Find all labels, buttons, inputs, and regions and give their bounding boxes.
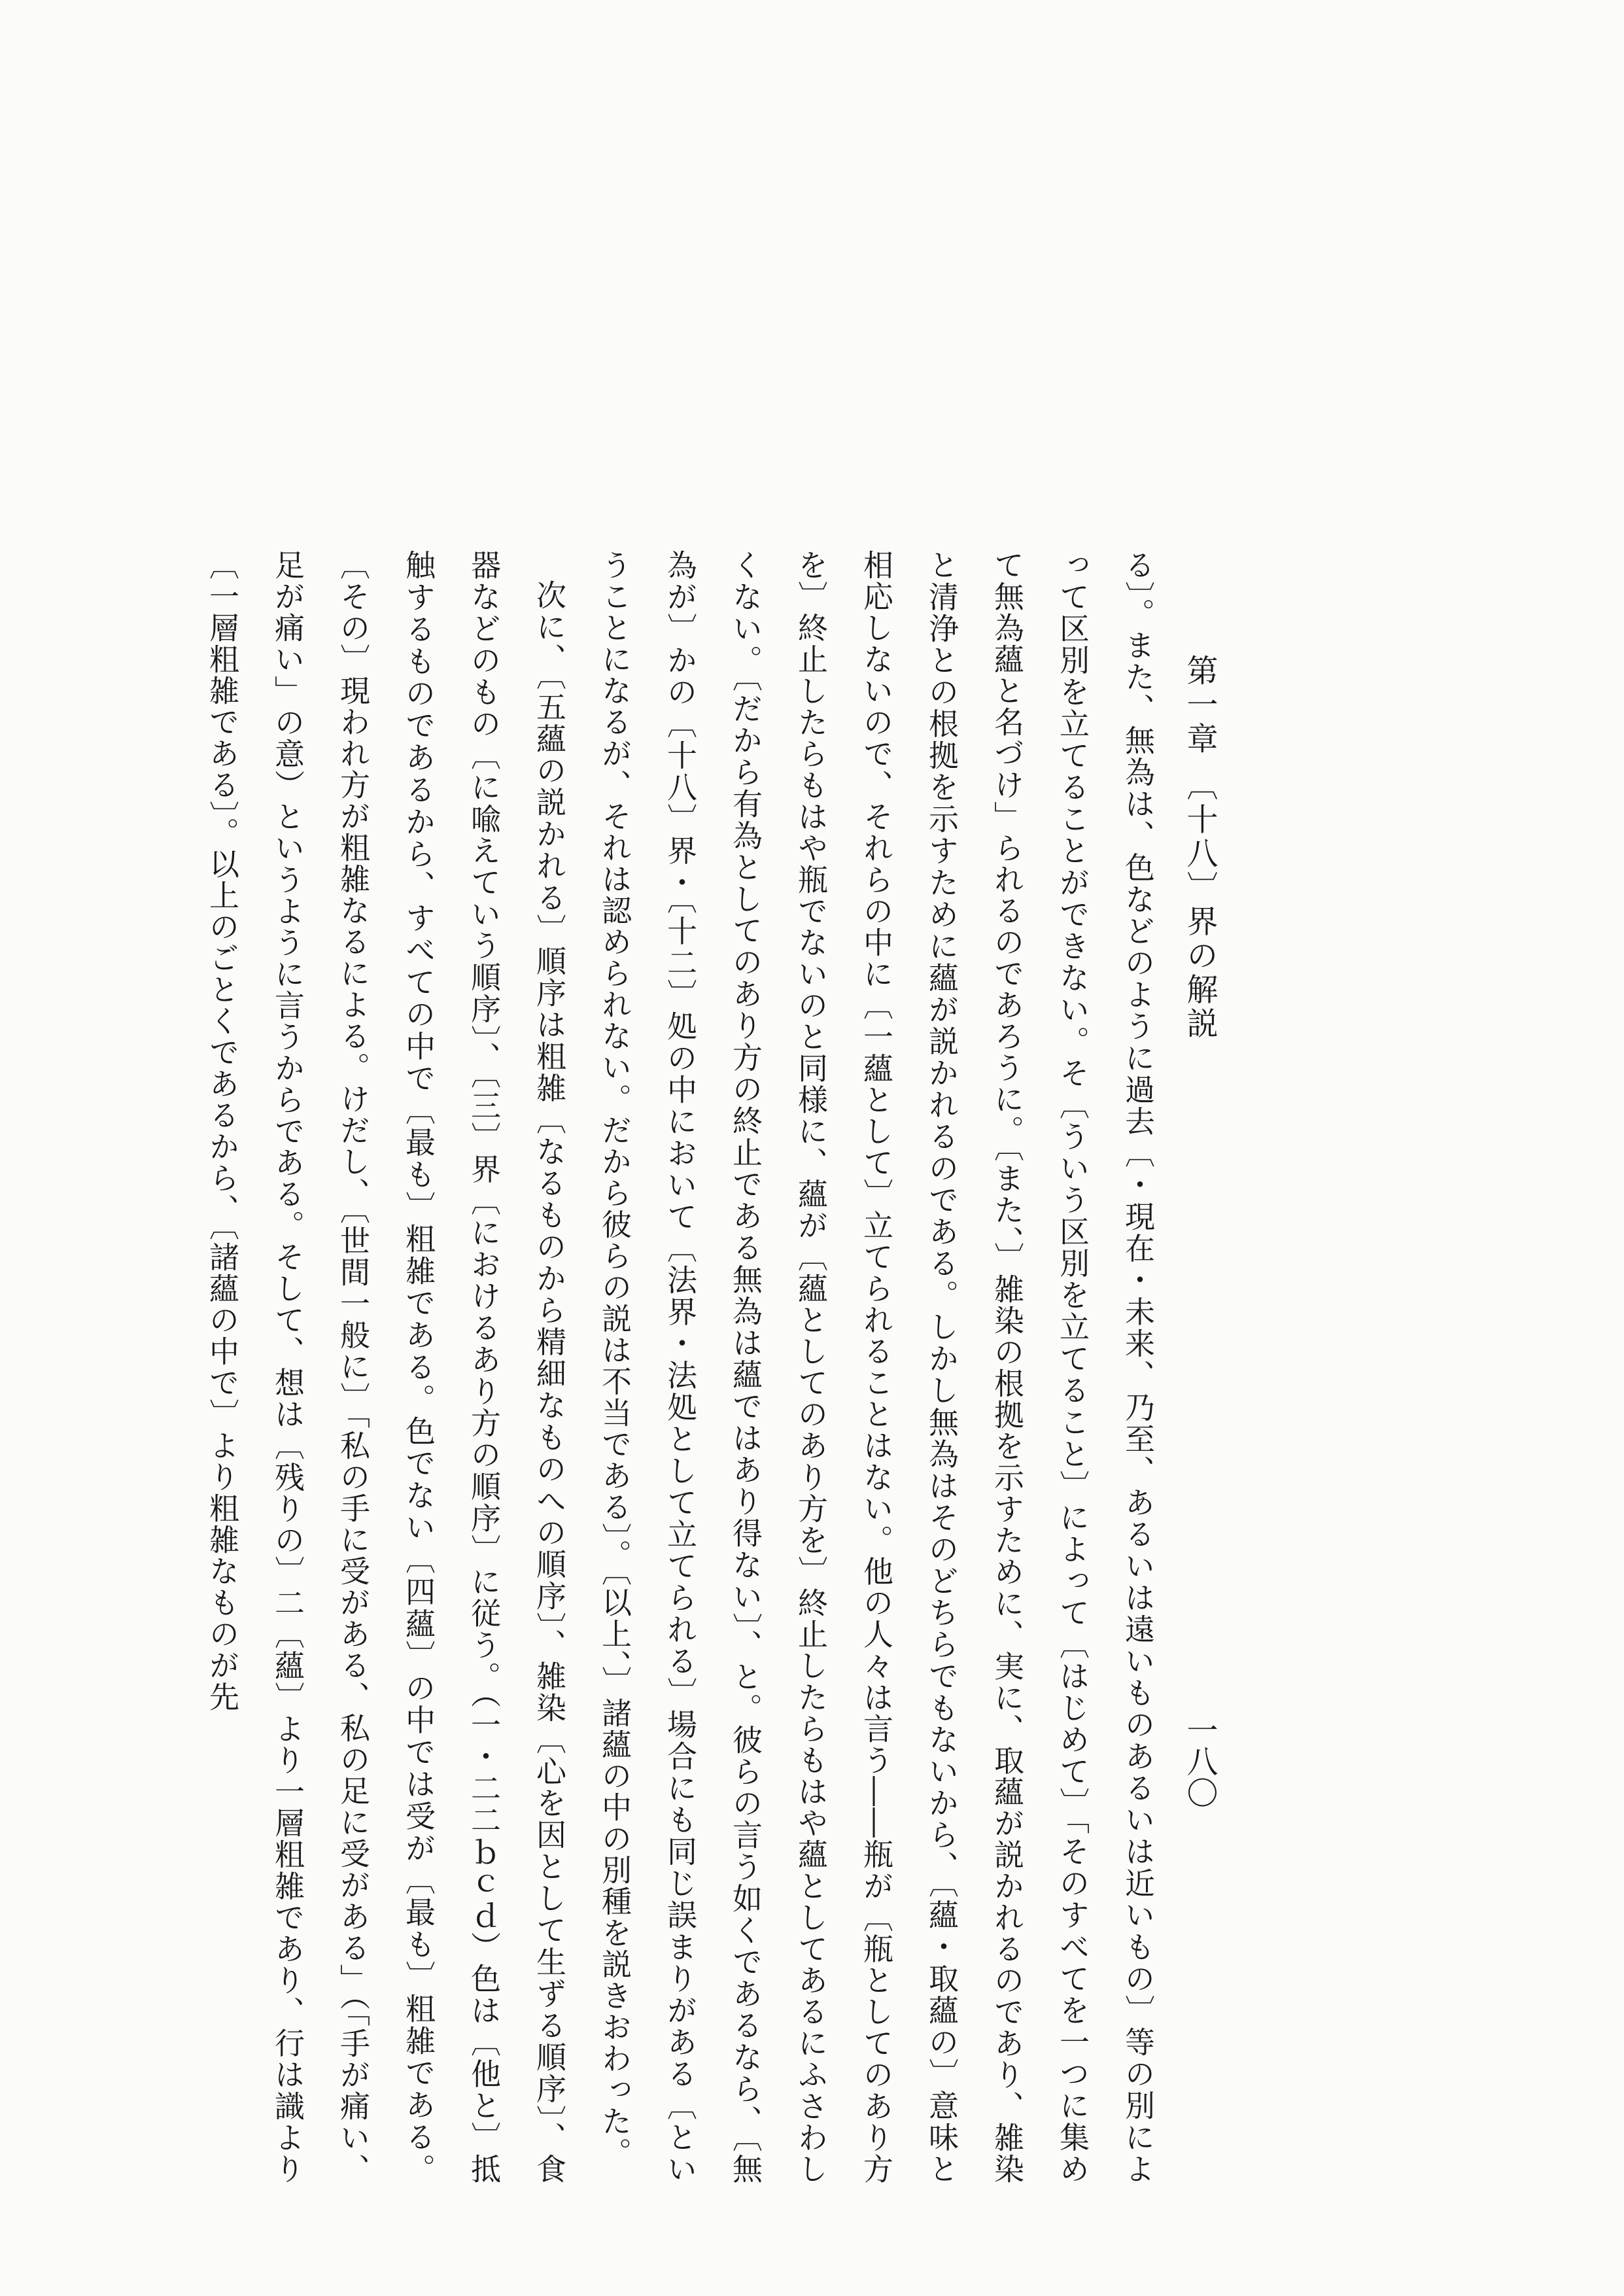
paragraph: 次に、〔五蘊の説かれる〕順序は粗雑〔なるものから精細なものへの順序〕、雑染〔心を因として生ずる順序〕、食器などのもの〔に喩えていう順序〕、〔三〕界〔におけるあり方の順序〕に従う。（一・二二ｂｃｄ）色は〔他と〕抵触するものであるから、すべての中で〔最も〕粗雑である。色でない〔四蘊〕の中では受が〔最も〕粗雑である。〔その〕現われ方が粗雑なるによる。けだし、〔世間一般に〕「私の手に受がある、私の足に受がある」（「手が痛い、足が痛い」の意）というように言うからである。そして、想は〔残りの〕二〔蘊〕より一層粗雑であり、行は識より〔一層粗雑である〕。以上のごとくであるから、〔諸蘊の中で〕より粗雑なものが先 <box>205 549 567 2185</box>
page-number: 一八〇 <box>1181 1714 1218 1808</box>
body-text <box>205 549 1171 2185</box>
running-head: 第一章 〔十八〕界の解説 <box>1181 654 1218 1041</box>
paragraph: る〕。また、無為は、色などのように過去〔・現在・未来、乃至、あるいは遠いものあるいは近いもの〕等の別によって区別を立てることができない。そ〔ういう区別を立てること〕によって〔はじめて〕「そのすべてを一つに集めて無為蘊と名づけ」られるのであろうに。〔また、〕雑染の根拠を示すために、実に、取蘊が説かれるのであり、雑染と清浄との根拠を示すために蘊が説かれるのである。しかし無為はそのどちらでもないから、〔蘊・取蘊の〕意味と相応しないので、それらの中に〔一蘊として〕立てられることはない。他の人々は言う――瓶が〔瓶としてのあり方を〕終止したらもはや瓶でないのと同様に、蘊が〔蘊としてのあり方を〕終止したらもはや蘊としてあるにふさわしくない。〔だから有為としてのあり方の終止である無為は蘊ではあり得ない〕、と。彼らの言う如くであるなら、〔無為が〕かの〔十八〕界・〔十二〕処の中において〔法界・法処として立てられる〕場合にも同じ誤まりがある〔ということになるが、それは認められない。だから彼らの説は不当である〕。〔以上、〕諸蘊の中の別種を説きおわった。 <box>597 549 1156 2185</box>
